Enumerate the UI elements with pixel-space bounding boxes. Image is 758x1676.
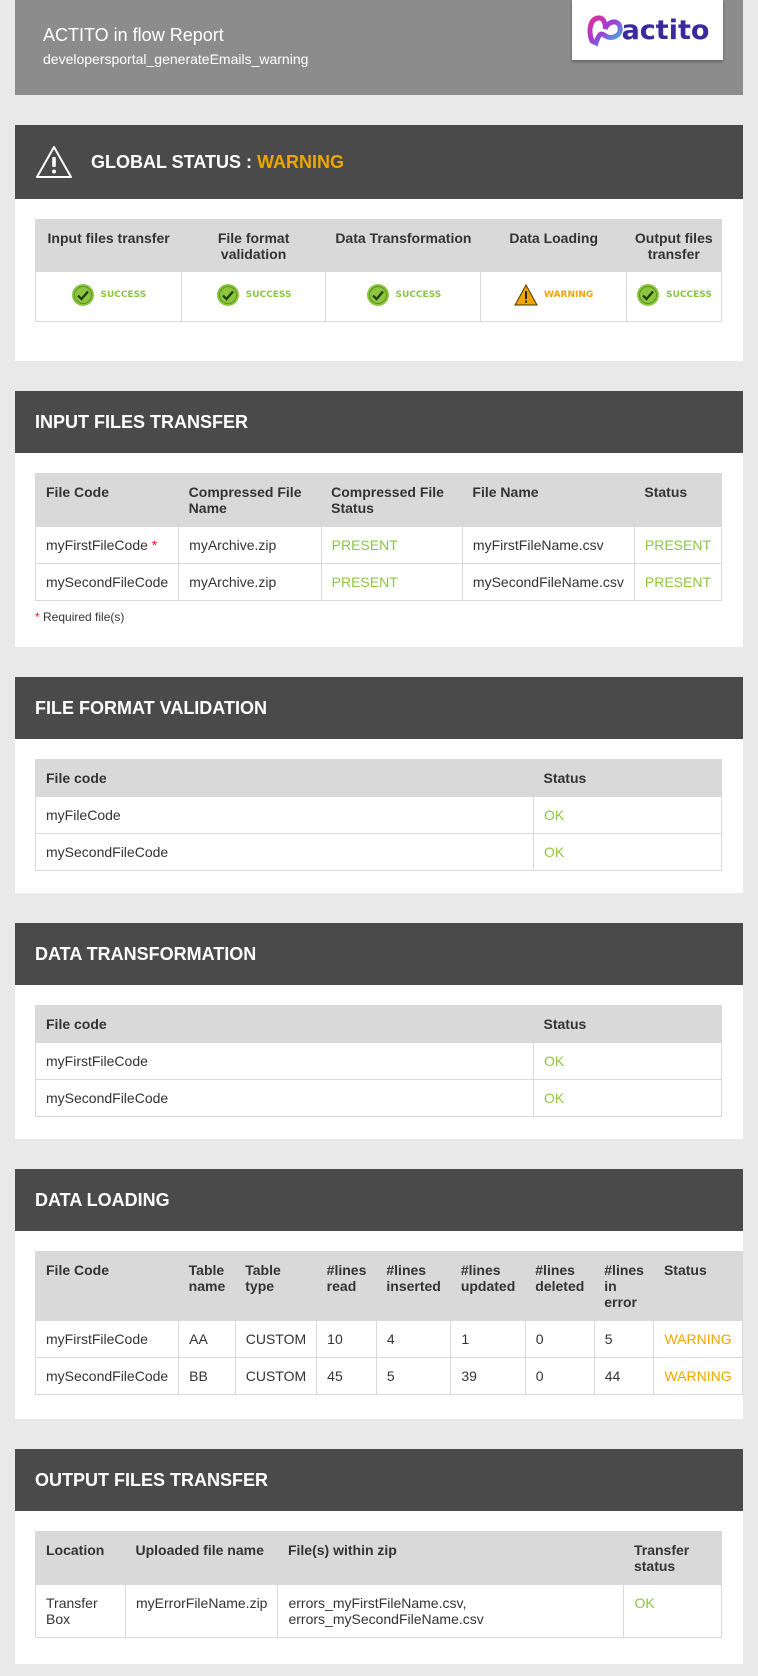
table-type-cell: CUSTOM	[235, 1358, 316, 1395]
data-transformation-title: DATA TRANSFORMATION	[15, 923, 743, 985]
lines-read-cell: 45	[317, 1358, 377, 1395]
file-code-cell: myFileCode	[36, 797, 534, 834]
check-circle-icon	[366, 283, 390, 307]
step-header: Data Loading	[481, 220, 627, 272]
global-status-value: WARNING	[257, 152, 344, 172]
success-badge: SUCCESS	[216, 283, 292, 307]
lines-error-cell: 5	[594, 1321, 654, 1358]
check-circle-icon	[71, 283, 95, 307]
table-name-cell: AA	[179, 1321, 236, 1358]
files-within-zip-cell: errors_myFirstFileName.csv, errors_mySecondFileName.csv	[278, 1585, 624, 1638]
column-header: #lines in error	[594, 1252, 654, 1321]
column-header: File Code	[36, 1252, 179, 1321]
file-format-validation-section	[15, 677, 743, 893]
step-status	[481, 272, 627, 322]
file-code-cell: myFirstFileCode	[36, 1321, 179, 1358]
file-format-validation-title: FILE FORMAT VALIDATION	[15, 677, 743, 739]
column-header: Status	[534, 1006, 722, 1043]
table-row	[36, 1358, 743, 1395]
status-cell: WARNING	[654, 1358, 742, 1395]
logo-wordmark: actito	[621, 14, 710, 46]
file-code-cell: mySecondFileCode	[36, 834, 534, 871]
required-files-note: * Required file(s)	[35, 610, 125, 624]
column-header: File(s) within zip	[278, 1532, 624, 1585]
output-files-transfer-section	[15, 1449, 743, 1664]
column-header: File code	[36, 1006, 534, 1043]
compressed-file-name-cell: myArchive.zip	[179, 527, 321, 564]
column-header: Compressed File Name	[179, 474, 321, 527]
output-files-table	[35, 1531, 722, 1638]
uploaded-file-cell: myErrorFileName.zip	[126, 1585, 278, 1638]
table-row	[36, 1585, 722, 1638]
status-cell: OK	[534, 834, 722, 871]
step-status	[36, 272, 182, 322]
file-code-cell: myFirstFileCode *	[36, 527, 179, 564]
column-header: Status	[634, 474, 721, 527]
lines-read-cell: 10	[317, 1321, 377, 1358]
lines-updated-cell: 1	[451, 1321, 525, 1358]
step-status	[627, 272, 722, 322]
status-cell: WARNING	[654, 1321, 742, 1358]
table-row	[36, 564, 722, 601]
input-files-table	[35, 473, 722, 601]
global-status-header	[15, 125, 743, 199]
step-header: Input files transfer	[36, 220, 182, 272]
column-header: Status	[654, 1252, 742, 1321]
success-badge: SUCCESS	[636, 283, 712, 307]
compressed-file-status-cell: PRESENT	[321, 564, 462, 601]
lines-deleted-cell: 0	[525, 1321, 594, 1358]
status-cell: PRESENT	[634, 564, 721, 601]
table-type-cell: CUSTOM	[235, 1321, 316, 1358]
actito-logo	[572, 0, 723, 60]
lines-deleted-cell: 0	[525, 1358, 594, 1395]
check-circle-icon	[216, 283, 240, 307]
report-subtitle: developersportal_generateEmails_warning	[43, 51, 309, 67]
step-header: Output files transfer	[627, 220, 722, 272]
column-header: Uploaded file name	[126, 1532, 278, 1585]
warning-triangle-icon	[35, 145, 73, 179]
status-cell: OK	[534, 1043, 722, 1080]
column-header: #lines read	[317, 1252, 377, 1321]
required-marker: *	[151, 537, 158, 553]
success-badge: SUCCESS	[366, 283, 442, 307]
column-header: File Name	[462, 474, 634, 527]
global-status-table	[35, 219, 722, 322]
column-header: File code	[36, 760, 534, 797]
output-files-transfer-title: OUTPUT FILES TRANSFER	[15, 1449, 743, 1511]
status-cell: OK	[534, 1080, 722, 1117]
report-title: ACTITO in flow Report	[43, 25, 224, 45]
success-badge: SUCCESS	[71, 283, 147, 307]
table-row	[36, 797, 722, 834]
column-header: #lines inserted	[376, 1252, 450, 1321]
table-row	[36, 1043, 722, 1080]
data-transformation-section	[15, 923, 743, 1139]
location-cell: Transfer Box	[36, 1585, 126, 1638]
lines-error-cell: 44	[594, 1358, 654, 1395]
step-header: File format validation	[181, 220, 326, 272]
table-row	[36, 1080, 722, 1117]
column-header: Status	[534, 760, 722, 797]
file-name-cell: mySecondFileName.csv	[462, 564, 634, 601]
input-files-transfer-title: INPUT FILES TRANSFER	[15, 391, 743, 453]
step-status	[181, 272, 326, 322]
step-header: Data Transformation	[326, 220, 481, 272]
data-loading-section	[15, 1169, 743, 1419]
table-row	[36, 527, 722, 564]
column-header: Table name	[179, 1252, 236, 1321]
compressed-file-status-cell: PRESENT	[321, 527, 462, 564]
step-status	[326, 272, 481, 322]
column-header: Location	[36, 1532, 126, 1585]
lines-inserted-cell: 5	[376, 1358, 450, 1395]
lines-inserted-cell: 4	[376, 1321, 450, 1358]
warning-icon	[514, 284, 538, 306]
lines-updated-cell: 39	[451, 1358, 525, 1395]
file-code-cell: mySecondFileCode	[36, 1358, 179, 1395]
column-header: #lines updated	[451, 1252, 525, 1321]
transfer-status-cell: OK	[624, 1585, 722, 1638]
column-header: Transfer status	[624, 1532, 722, 1585]
input-files-transfer-section	[15, 391, 743, 647]
status-cell: PRESENT	[634, 527, 721, 564]
report-header	[15, 0, 743, 95]
check-circle-icon	[636, 283, 660, 307]
actito-logo-icon	[586, 11, 624, 49]
column-header: #lines deleted	[525, 1252, 594, 1321]
compressed-file-name-cell: myArchive.zip	[179, 564, 321, 601]
table-row	[36, 1321, 743, 1358]
file-code-cell: myFirstFileCode	[36, 1043, 534, 1080]
file-format-table	[35, 759, 722, 871]
table-row	[36, 834, 722, 871]
column-header: File Code	[36, 474, 179, 527]
global-status-title: GLOBAL STATUS : WARNING	[91, 152, 344, 172]
column-header: Compressed File Status	[321, 474, 462, 527]
column-header: Table type	[235, 1252, 316, 1321]
file-code-cell: mySecondFileCode	[36, 1080, 534, 1117]
file-name-cell: myFirstFileName.csv	[462, 527, 634, 564]
data-transformation-table	[35, 1005, 722, 1117]
table-name-cell: BB	[179, 1358, 236, 1395]
data-loading-table	[35, 1251, 743, 1395]
warning-badge: WARNING	[514, 284, 593, 306]
status-cell: OK	[534, 797, 722, 834]
file-code-cell: mySecondFileCode	[36, 564, 179, 601]
data-loading-title: DATA LOADING	[15, 1169, 743, 1231]
global-status-section	[15, 125, 743, 361]
